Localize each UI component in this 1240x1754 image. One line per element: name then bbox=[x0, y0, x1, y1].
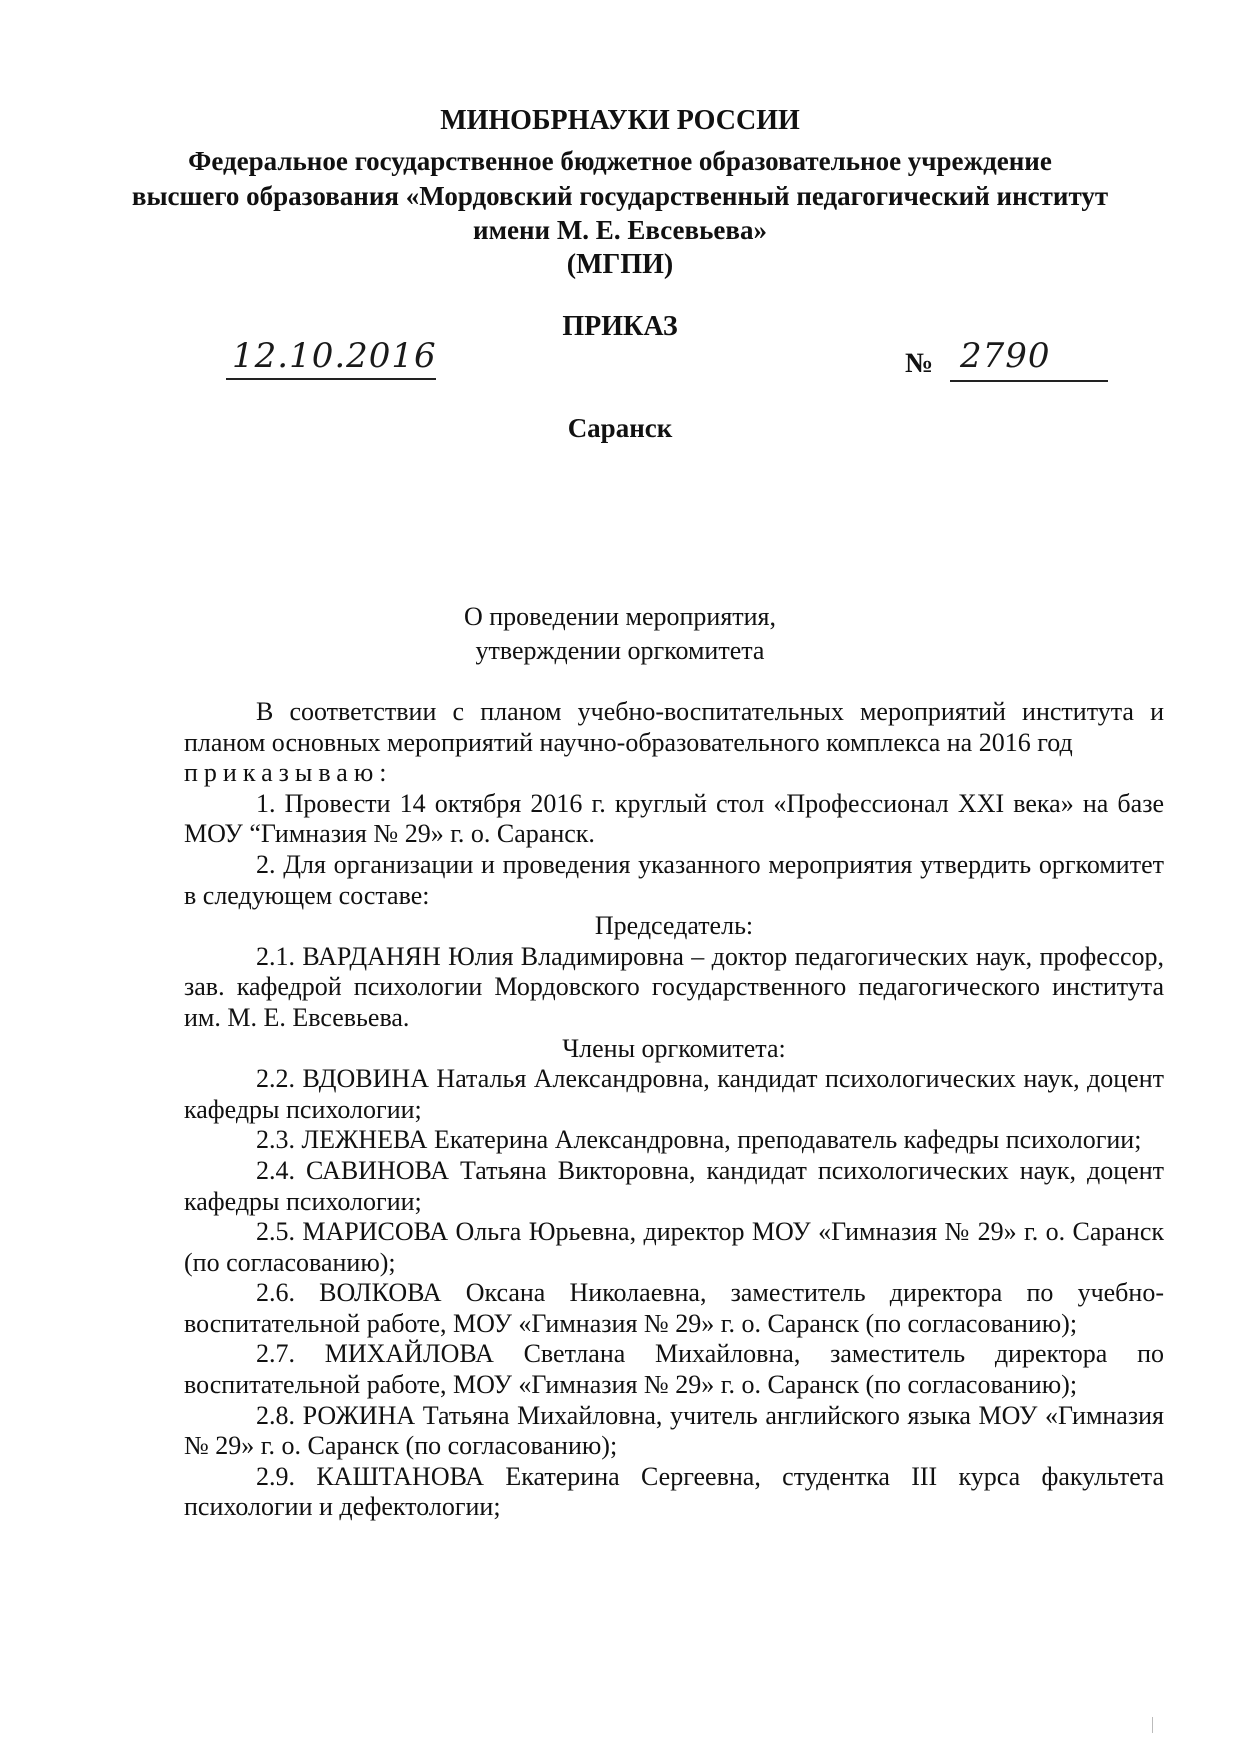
order-word: приказываю: bbox=[184, 758, 393, 788]
ministry-name: МИНОБРНАУКИ РОССИИ bbox=[440, 105, 800, 136]
item-2-8: 2.8. РОЖИНА Татьяна Михайловна, учитель английского языка МОУ «Гимназия № 29» г. о. Саранск (по согласованию); bbox=[184, 1400, 1164, 1461]
order-number-sign: № bbox=[905, 348, 934, 379]
order-subject-line2: утверждении оргкомитета bbox=[475, 636, 765, 665]
order-body bbox=[184, 697, 1164, 1523]
institution-name-line3: имени М. Е. Евсевьева» bbox=[473, 215, 767, 245]
item-2-5: 2.5. МАРИСОВА Ольга Юрьевна, директор МОУ «Гимназия № 29» г. о. Саранск (по согласованию); bbox=[184, 1217, 1164, 1277]
item-2-2: 2.2. ВДОВИНА Наталья Александровна, кандидат психологических наук, доцент кафедры психологии; bbox=[184, 1064, 1164, 1124]
institution-name-line1: Федеральное государственное бюджетное образовательное учреждение bbox=[188, 146, 1052, 176]
item-2-6: 2.6. ВОЛКОВА Оксана Николаевна, заместитель директора по учебно-воспитательной работе, МОУ «Гимназия № 29» г. о. Саранск (по согласованию); bbox=[184, 1278, 1164, 1338]
order-city: Саранск bbox=[567, 413, 673, 443]
item-2: 2. Для организации и проведения указанного мероприятия утвердить оргкомитет в следующем составе: bbox=[184, 849, 1164, 910]
item-1: 1. Провести 14 октября 2016 г. круглый стол «Профессионал XXI века» на базе МОУ “Гимназия № 29» г. о. Саранск. bbox=[184, 788, 1164, 849]
order-subject-line1: О проведении мероприятия, bbox=[463, 602, 777, 631]
chairman-heading: Председатель: bbox=[594, 911, 754, 941]
institution-name-line2: высшего образования «Мордовский государственный педагогический институт bbox=[131, 181, 1109, 211]
item-2-7: 2.7. МИХАЙЛОВА Светлана Михайловна, заместитель директора по воспитательной работе, МОУ «Гимназия № 29» г. о. Саранск (по согласованию); bbox=[184, 1339, 1164, 1400]
order-number-handwritten: 2790 bbox=[960, 336, 1051, 376]
preamble-paragraph: В соответствии с планом учебно-воспитательных мероприятий института и планом основных мероприятий научно-образовательного комплекса на 2016 год bbox=[184, 697, 1164, 757]
item-2-1: 2.1. ВАРДАНЯН Юлия Владимировна – доктор педагогических наук, профессор, зав. кафедрой психологии Мордовского государственного педагогического института им. М. Е. Евсевьева. bbox=[184, 941, 1164, 1032]
scan-mark bbox=[1152, 1717, 1153, 1733]
item-2-3: 2.3. ЛЕЖНЕВА Екатерина Александровна, преподаватель кафедры психологии; bbox=[256, 1125, 1142, 1155]
item-2-9: 2.9. КАШТАНОВА Екатерина Сергеевна, студентка III курса факультета психологии и дефектологии; bbox=[184, 1461, 1164, 1522]
date-underline bbox=[226, 378, 436, 380]
members-heading: Члены оргкомитета: bbox=[562, 1033, 786, 1063]
number-underline bbox=[950, 380, 1108, 382]
item-2-4: 2.4. САВИНОВА Татьяна Викторовна, кандидат психологических наук, доцент кафедры психологии; bbox=[184, 1155, 1164, 1216]
order-title: ПРИКАЗ bbox=[562, 311, 678, 342]
order-date-handwritten: 12.10.2016 bbox=[232, 336, 437, 376]
institution-abbreviation: (МГПИ) bbox=[566, 249, 674, 280]
